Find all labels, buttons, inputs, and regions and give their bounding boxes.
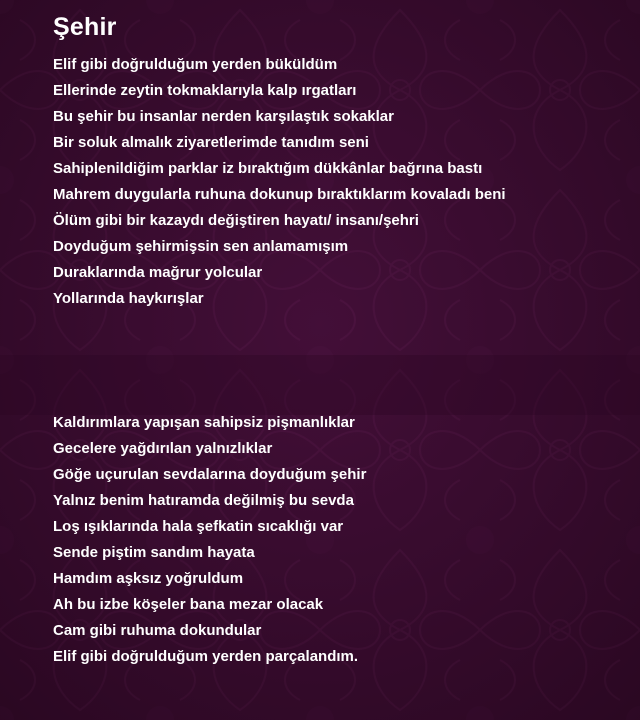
poem-title: Şehir bbox=[53, 13, 117, 41]
poem-line: Yalnız benim hatıramda değilmiş bu sevda bbox=[53, 492, 354, 509]
poem-line: Mahrem duygularla ruhuna dokunup bıraktıklarım kovaladı beni bbox=[53, 186, 506, 203]
poem-line: Doyduğum şehirmişsin sen anlamamışım bbox=[53, 238, 349, 255]
poem-line: Bir soluk almalık ziyaretlerimde tanıdım seni bbox=[53, 134, 369, 151]
poem-line: Bu şehir bu insanlar nerden karşılaştık sokaklar bbox=[53, 108, 394, 125]
stanza-2 bbox=[53, 413, 366, 673]
poem-line: Cam gibi ruhuma dokundular bbox=[53, 622, 262, 639]
poem-line: Hamdım aşksız yoğruldum bbox=[53, 570, 244, 587]
poem-line: Elif gibi doğrulduğum yerden büküldüm bbox=[53, 56, 338, 73]
poem-line: Loş ışıklarında hala şefkatin sıcaklığı var bbox=[53, 518, 344, 535]
poem-line: Ellerinde zeytin tokmaklarıyla kalp ırgatları bbox=[53, 82, 357, 99]
poem-line: Göğe uçurulan sevdalarına doyduğum şehir bbox=[53, 466, 367, 483]
poem-line: Sende piştim sandım hayata bbox=[53, 544, 255, 561]
poem-line: Gecelere yağdırılan yalnızlıklar bbox=[53, 440, 273, 457]
poem-line: Duraklarında mağrur yolcular bbox=[53, 264, 263, 281]
poem-line: Ölüm gibi bir kazaydı değiştiren hayatı/ insanı/şehri bbox=[53, 212, 419, 229]
stanza-1 bbox=[53, 55, 506, 315]
poem-line: Kaldırımlara yapışan sahipsiz pişmanlıklar bbox=[53, 414, 355, 431]
poem-line: Sahiplenildiğim parklar iz bıraktığım dükkânlar bağrına bastı bbox=[53, 160, 483, 177]
poem-line: Ah bu izbe köşeler bana mezar olacak bbox=[53, 596, 324, 613]
poem-line: Elif gibi doğrulduğum yerden parçalandım. bbox=[53, 648, 359, 665]
poem-line: Yollarında haykırışlar bbox=[53, 290, 204, 307]
